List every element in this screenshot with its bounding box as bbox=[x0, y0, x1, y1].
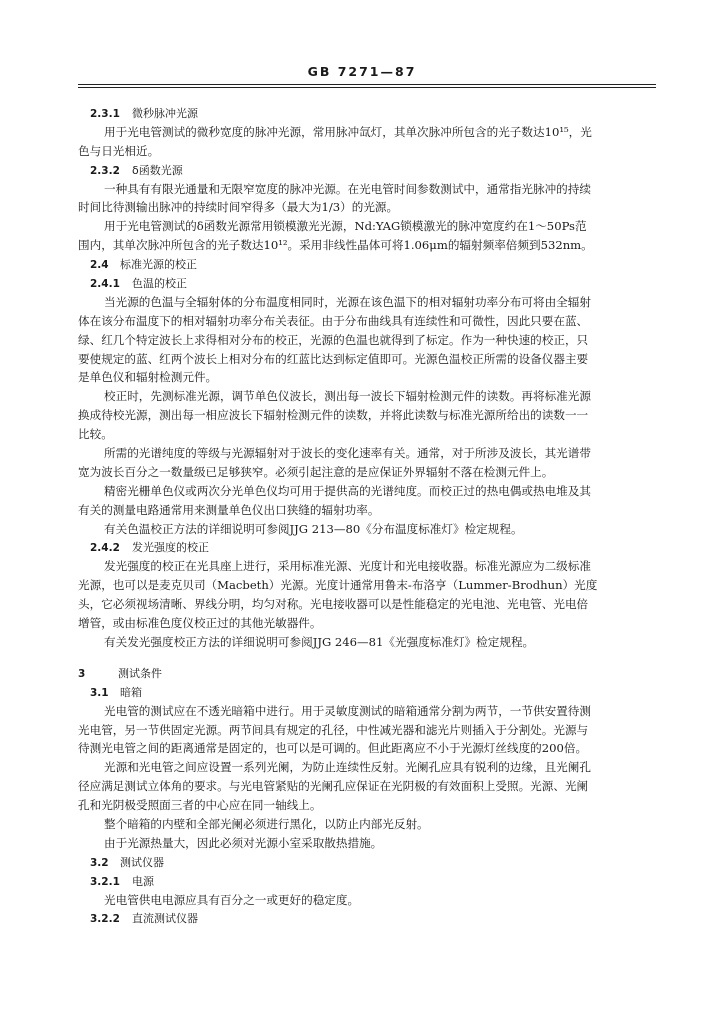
paragraph-line bbox=[78, 815, 656, 834]
subsection-heading bbox=[78, 161, 656, 180]
line-text: 是单色仪和辐射检测元件。 bbox=[78, 370, 218, 385]
paragraph-line bbox=[78, 557, 656, 576]
paragraph-line bbox=[78, 463, 656, 482]
line-text: 精密光栅单色仪或两次分光单色仪均可用于提供高的光谱纯度。而校正过的热电偶或热电堆及其 bbox=[104, 483, 591, 498]
line-text: 一种具有有限光通量和无限窄宽度的脉冲光源。在光电管时间参数测试中，通常指光脉冲的持续 bbox=[104, 181, 591, 196]
paragraph-line bbox=[78, 387, 656, 406]
line-text: 有关发光强度校正方法的详细说明可参阅JJG 246—81《光强度标准灯》检定规程。 bbox=[104, 634, 535, 649]
paragraph-line bbox=[78, 739, 656, 758]
heading-number: 2.3.2 bbox=[90, 164, 120, 177]
heading-text: 发光强度的校正 bbox=[132, 541, 209, 555]
line-text: 有关色温校正方法的详细说明可参阅JJG 213—80《分布温度标准灯》检定规程。 bbox=[104, 521, 523, 536]
subsection-heading bbox=[78, 538, 656, 557]
line-text: 光电管，另一节供固定光源。两节间具有规定的孔径，中性减光器和滤光片则插入于分割处。光源与 bbox=[78, 722, 589, 737]
section-heading bbox=[78, 853, 656, 872]
paragraph-line bbox=[78, 236, 656, 255]
heading-text: 色温的校正 bbox=[132, 277, 187, 291]
line-text: 用于光电管测试的δ函数光源常用锁模激光光源，Nd:YAG锁模激光的脉冲宽度约在1～50Ps范 bbox=[104, 219, 587, 234]
heading-text: 微秒脉冲光源 bbox=[132, 107, 198, 120]
heading-number: 2.4.1 bbox=[90, 278, 120, 291]
line-text: 发光强度的校正在光具座上进行，采用标准光源、光度计和光电接收器。标准光源应为二级标准 bbox=[104, 559, 591, 574]
heading-text: 电源 bbox=[132, 874, 154, 888]
line-text: 校正时，先测标准光源，调节单色仪波长，测出每一波长下辐射检测元件的读数。再将标准光源 bbox=[104, 389, 591, 404]
line-text: 光电管的测试应在不透光暗箱中进行。用于灵敏度测试的暗箱通常分割为两节，一节供安置待测 bbox=[104, 703, 591, 718]
line-text: 径应满足测试立体角的要求。与光电管紧贴的光阑孔应保证在光阴极的有效面积上受照。光源、光阑 bbox=[78, 779, 589, 794]
line-text: 体在该分布温度下的相对辐射功率分布关表征。由于分布曲线具有连续性和可微性，因此只要在蓝、 bbox=[78, 313, 589, 328]
paragraph-line bbox=[78, 425, 656, 444]
paragraph-line bbox=[78, 777, 656, 796]
heading-text: 直流测试仪器 bbox=[132, 912, 198, 926]
heading-number: 3.2 bbox=[90, 856, 109, 869]
paragraph-line bbox=[78, 444, 656, 463]
paragraph-line bbox=[78, 142, 656, 161]
heading-text: δ函数光源 bbox=[132, 163, 183, 177]
paragraph-line bbox=[78, 834, 656, 853]
heading-text: 暗箱 bbox=[120, 685, 142, 699]
line-text: 整个暗箱的内壁和全部光阑必须进行黑化，以防止内部光反射。 bbox=[104, 816, 429, 831]
line-text: 围内，其单次脉冲所包含的光子数达10¹²。采用非线性晶体可将1.06μm的辐射频率倍频到532nm。 bbox=[78, 238, 593, 253]
line-text: 色与日光相近。 bbox=[78, 143, 160, 158]
paragraph-line bbox=[78, 614, 656, 633]
heading-text: 测试条件 bbox=[118, 666, 162, 680]
paragraph-line bbox=[78, 368, 656, 387]
heading-number: 3.2.2 bbox=[90, 913, 120, 926]
paragraph-line bbox=[78, 331, 656, 350]
line-text: 光源，也可以是麦克贝司（Macbeth）光源。光度计通常用鲁末-布洛亨（Lummer-Brodhun）光度 bbox=[78, 578, 598, 593]
paragraph-line bbox=[78, 520, 656, 539]
line-text: 孔和光阴极受照面三者的中心应在同一轴线上。 bbox=[78, 798, 322, 813]
section-gap bbox=[78, 652, 656, 664]
paragraph-line bbox=[78, 576, 656, 595]
line-text: 要使规定的蓝、红两个波长上相对分布的红蓝比达到标定值即可。光源色温校正所需的设备仪器主要 bbox=[78, 351, 589, 366]
subsection-heading bbox=[78, 909, 656, 928]
paragraph-line bbox=[78, 633, 656, 652]
line-text: 有关的测量电路通常用来测量单色仪出口狭缝的辐射功率。 bbox=[78, 502, 380, 517]
heading-text: 标准光源的校正 bbox=[120, 258, 197, 272]
paragraph-line bbox=[78, 758, 656, 777]
line-text: 宽为波长百分之一数量级已足够狭窄。必须引起注意的是应保证外界辐射不落在检测元件上。 bbox=[78, 464, 554, 479]
page-header: GB 7271—87 bbox=[307, 64, 417, 79]
subsection-heading bbox=[78, 104, 656, 123]
line-text: 光电管供电电源应具有百分之一或更好的稳定度。 bbox=[104, 892, 360, 907]
line-text: 比较。 bbox=[78, 427, 113, 442]
line-text: 换成待校光源，测出每一相应波长下辐射检测元件的读数，并将此读数与标准光源所给出的读数一一 bbox=[78, 408, 589, 423]
chapter-heading bbox=[78, 664, 656, 683]
heading-number: 3.2.1 bbox=[90, 875, 120, 888]
paragraph-line bbox=[78, 123, 656, 142]
header-rule-bottom bbox=[78, 87, 656, 88]
section-heading bbox=[78, 683, 656, 702]
line-text: 用于光电管测试的微秒宽度的脉冲光源，常用脉冲氙灯，其单次脉冲所包含的光子数达10¹⁵，光 bbox=[104, 124, 592, 139]
line-text: 光源和光电管之间应设置一系列光阑，为防止连续性反射。光阑孔应具有锐利的边缘，且光阑孔 bbox=[104, 760, 591, 775]
line-text: 绿、红几个特定波长上求得相对分布的校正，光源的色温也就得到了标定。作为一种快速的校正，只 bbox=[78, 332, 589, 347]
paragraph-line bbox=[78, 217, 656, 236]
heading-text: 测试仪器 bbox=[120, 855, 164, 869]
section-heading bbox=[78, 255, 656, 274]
heading-number: 2.3.1 bbox=[90, 108, 120, 120]
subsection-heading bbox=[78, 872, 656, 891]
line-text: 头，它必须视场清晰、界线分明，均匀对称。光电接收器可以是性能稳定的光电池、光电管、光电倍 bbox=[78, 597, 589, 612]
line-text: 增管，或由标准色度仪校正过的其他光敏器件。 bbox=[78, 616, 322, 631]
paragraph-line bbox=[78, 796, 656, 815]
subsection-heading bbox=[78, 274, 656, 293]
paragraph-line bbox=[78, 293, 656, 312]
heading-number: 2.4.2 bbox=[90, 542, 120, 555]
header-rule-top bbox=[78, 84, 656, 85]
paragraph-line bbox=[78, 891, 656, 910]
paragraph-line bbox=[78, 501, 656, 520]
heading-number: 3 bbox=[78, 667, 86, 680]
paragraph-line bbox=[78, 406, 656, 425]
heading-number: 2.4 bbox=[90, 259, 109, 272]
line-text: 时间比待测输出脉冲的持续时间窄得多（最大为1/3）的光源。 bbox=[78, 200, 399, 215]
paragraph-line bbox=[78, 721, 656, 740]
heading-number: 3.1 bbox=[90, 686, 109, 699]
line-text: 当光源的色温与全辐射体的分布温度相同时，光源在该色温下的相对辐射功率分布可将由全辐射 bbox=[104, 294, 591, 309]
paragraph-line bbox=[78, 312, 656, 331]
line-text: 所需的光谱纯度的等级与光源辐射对于波长的变化速率有关。通常，对于所涉及波长，其光谱带 bbox=[104, 446, 591, 461]
paragraph-line bbox=[78, 180, 656, 199]
document-body bbox=[78, 104, 656, 928]
paragraph-line bbox=[78, 702, 656, 721]
paragraph-line bbox=[78, 350, 656, 369]
line-text: 由于光源热量大，因此必须对光源小室采取散热措施。 bbox=[104, 835, 383, 850]
paragraph-line bbox=[78, 595, 656, 614]
line-text: 待测光电管之间的距离通常是固定的，也可以是可调的。但此距离应不小于光源灯丝线度的200倍。 bbox=[78, 741, 588, 756]
paragraph-line bbox=[78, 198, 656, 217]
paragraph-line bbox=[78, 482, 656, 501]
